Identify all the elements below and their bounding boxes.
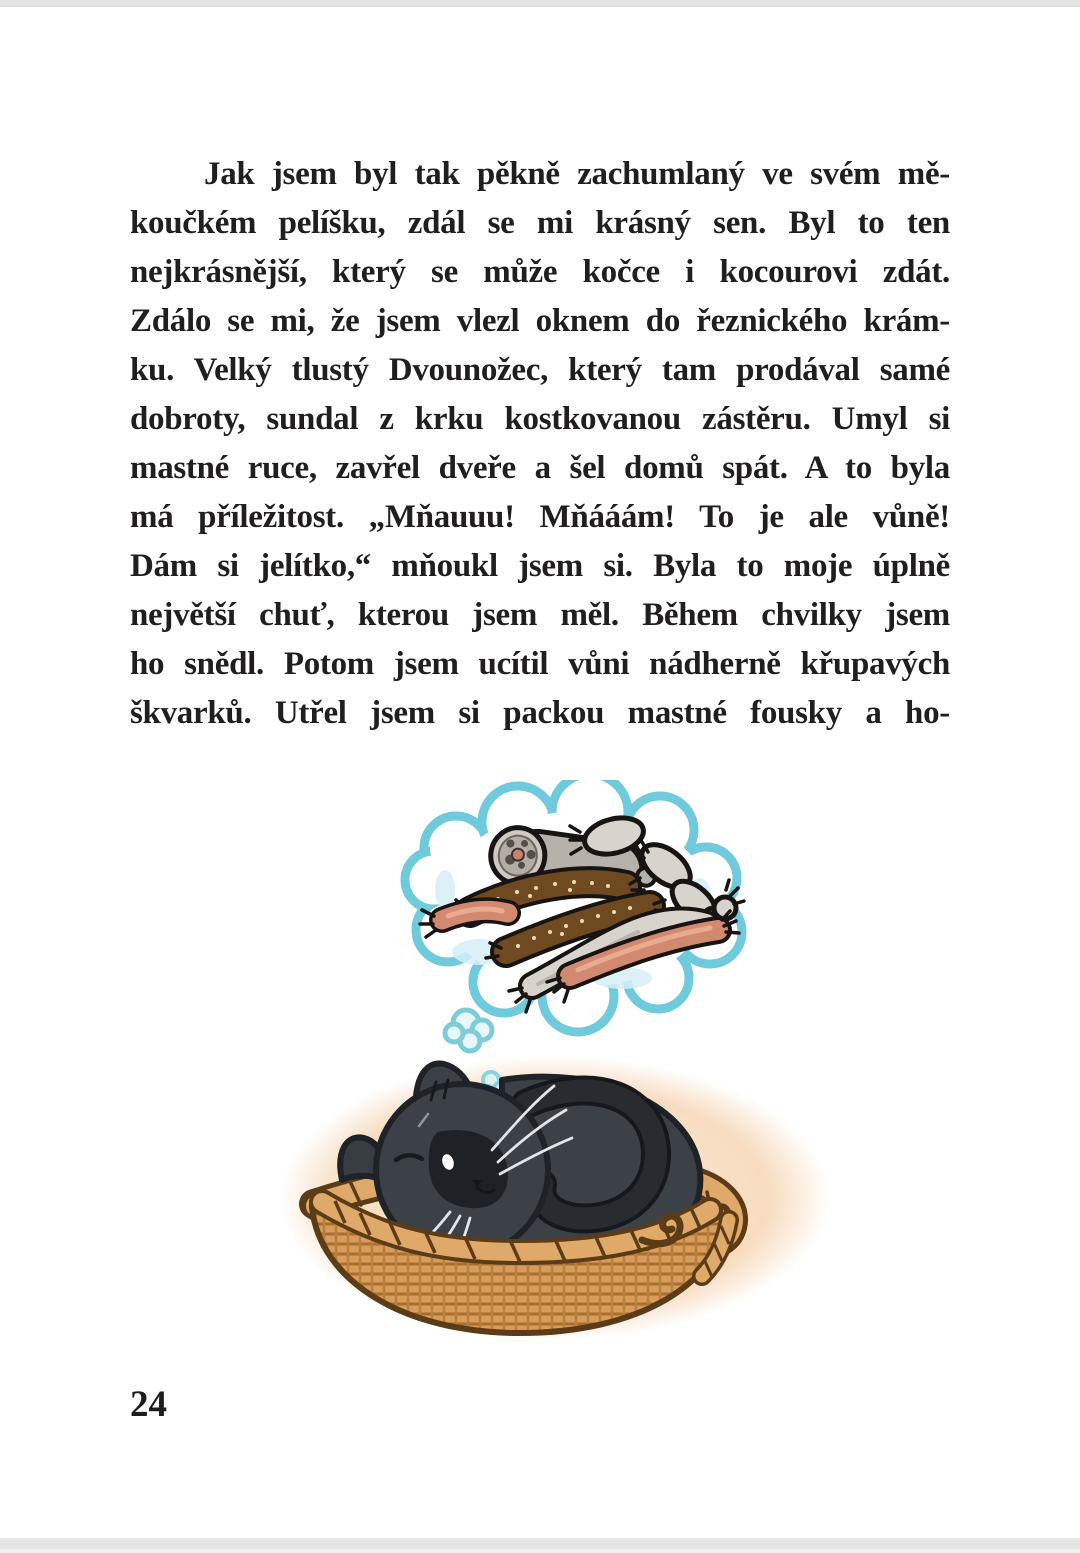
paragraph-line: Dám si jelítko,“ mňoukl jsem si. Byla to moje úplně [130, 548, 950, 584]
paragraph-line: mastné ruce, zavřel dveře a šel domů spát. A to byla [130, 450, 950, 486]
page-number: 24 [130, 1384, 167, 1425]
paragraph-line: Zdálo se mi, že jsem vlezl oknem do řeznického krám- [130, 303, 950, 339]
paragraph-line: největší chuť, kterou jsem měl. Během chvilky jsem [130, 597, 950, 633]
paragraph-line: ho snědl. Potom jsem ucítil vůni nádherně křupavých [130, 646, 950, 682]
scan-edge-top [0, 0, 1080, 7]
scan-edge-bottom-light [0, 1549, 1080, 1553]
paragraph-line: dobroty, sundal z krku kostkovanou zástěru. Umyl si [130, 401, 950, 437]
paragraph-line: nejkrásnější, který se může kočce i kocourovi zdát. [130, 254, 950, 290]
cat-dream-illustration [270, 780, 840, 1360]
paragraph-line: ku. Velký tlustý Dvounožec, který tam prodával samé [130, 352, 950, 388]
paragraph-line: Jak jsem byl tak pěkně zachumlaný ve svém mě- [204, 156, 950, 192]
scan-edge-bottom [0, 1538, 1080, 1549]
paragraph-line: koučkém pelíšku, zdál se mi krásný sen. Byl to ten [130, 205, 950, 241]
story-paragraph [130, 150, 950, 738]
paragraph-line: škvarků. Utřel jsem si packou mastné fousky a ho- [130, 695, 950, 731]
paragraph-line: má příležitost. „Mňauuu! Mňááám! To je ale vůně! [130, 499, 950, 535]
